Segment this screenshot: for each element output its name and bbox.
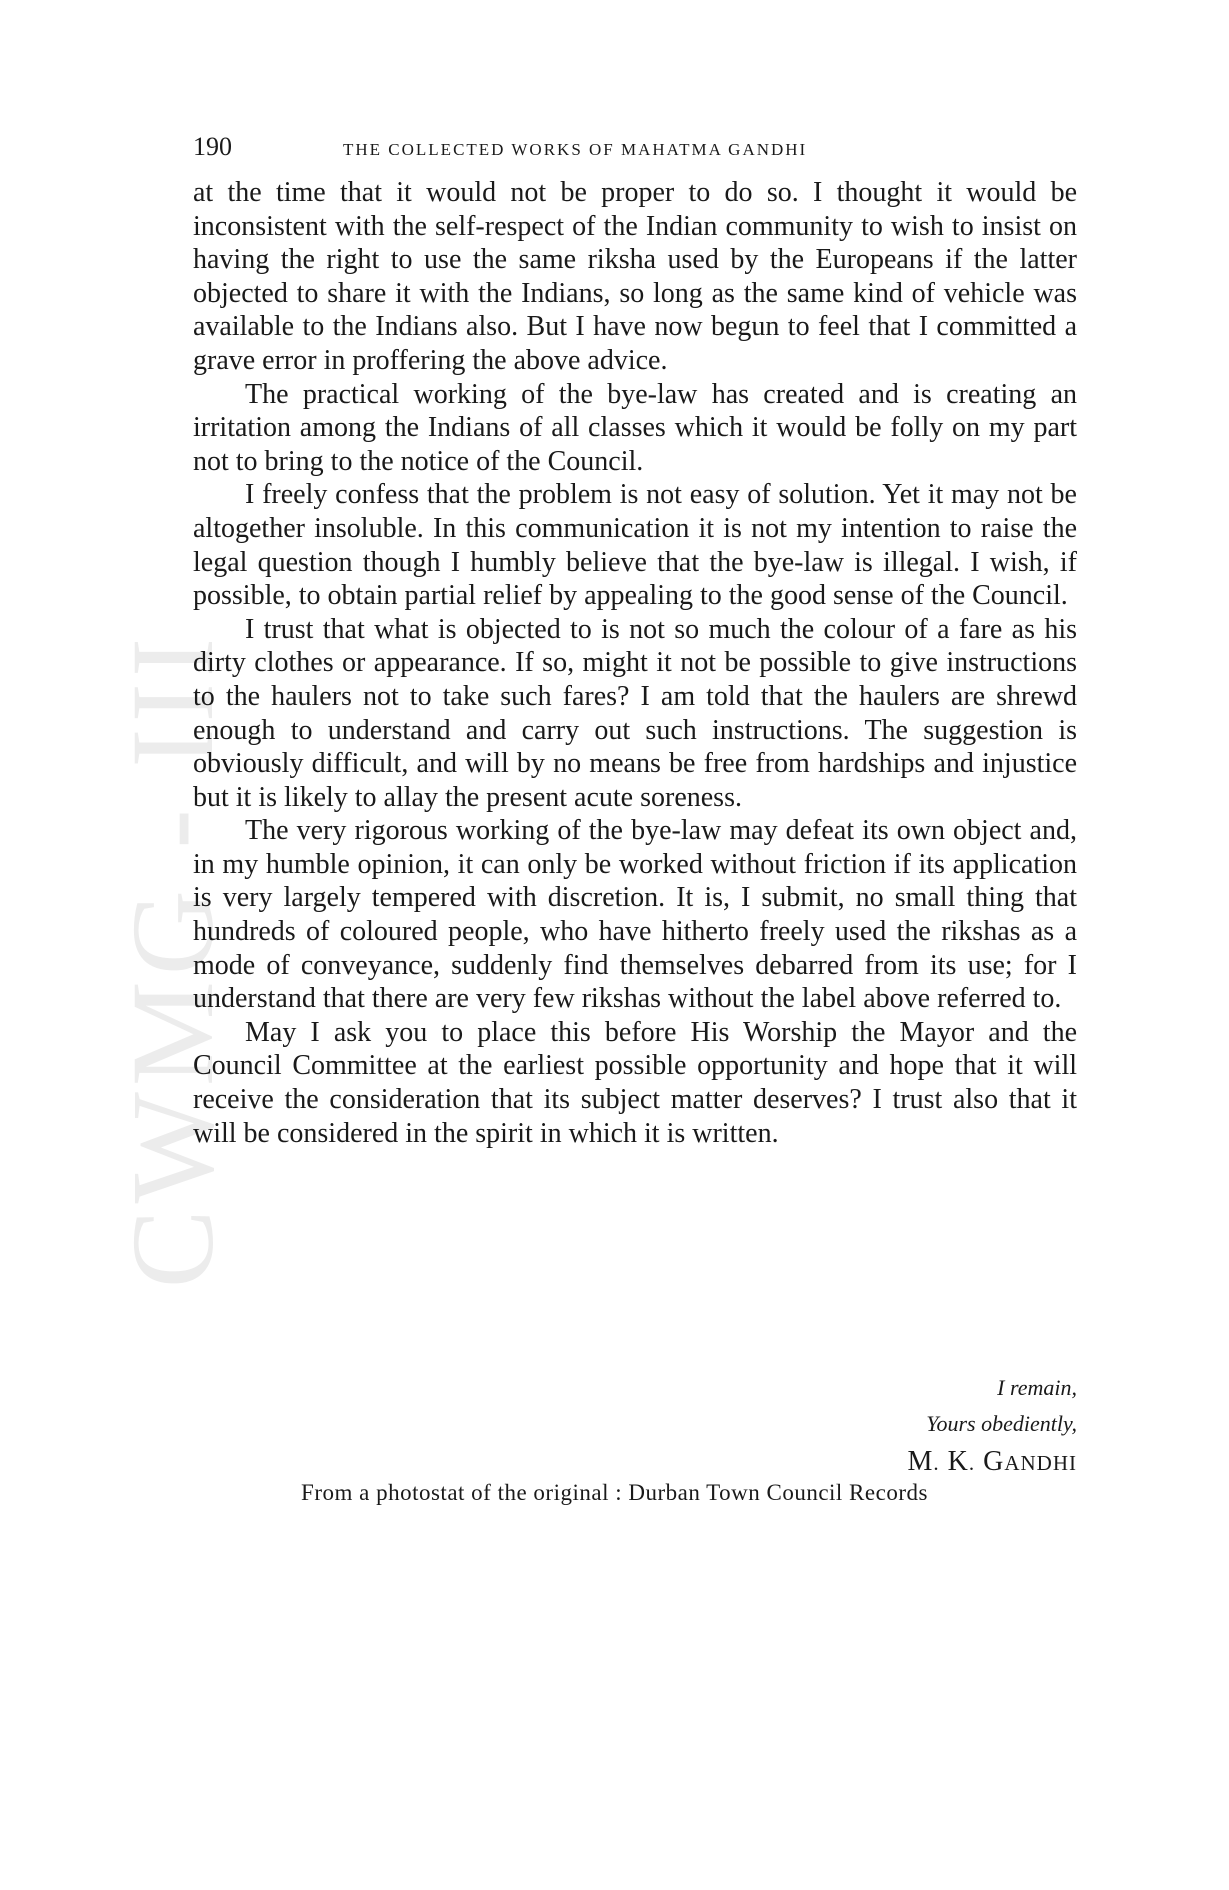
source-note: From a photostat of the original : Durban Town Council Records bbox=[301, 1480, 928, 1505]
paragraph-1: at the time that it would not be proper to do so. I thought it would be inconsistent with the self-respect of the Indian community to wish to insist on having the right to use the same riksha used by the Europeans if the latter objected to share it with the Indians, so long as the same kind of vehicle was available to the Indians also. But I have now begun to feel that I committed a grave error in proffering the above advice. bbox=[193, 177, 1077, 376]
page-number: 190 bbox=[193, 132, 232, 161]
signatory-name: M. K. GANDHI bbox=[907, 1446, 1077, 1477]
paragraph-3: I freely confess that the problem is not easy of solution. Yet it may not be altogether insoluble. In this communication it is not my intention to raise the legal question though I humbly believe that the bye-law is illegal. I wish, if possible, to obtain partial relief by appealing to the good sense of the Council. bbox=[193, 479, 1077, 612]
page-header bbox=[193, 132, 1083, 166]
closing-line-obediently: Yours obediently, bbox=[926, 1411, 1077, 1436]
letter-body bbox=[193, 176, 1077, 1150]
paragraph-6: May I ask you to place this before His Worship the Mayor and the Council Committee at the earliest possible opportunity and hope that it will receive the consideration that its subject matter deserves? I trust also that it will be considered in the spirit in which it is written. bbox=[193, 1016, 1077, 1149]
signature-block bbox=[907, 1370, 1077, 1483]
paragraph-5: The very rigorous working of the bye-law may defeat its own object and, in my humble opinion, it can only be worked without friction if its application is very largely tempered with discretion. It is, I submit, no small thing that hundreds of coloured people, who have hitherto freely used the rikshas as a mode of conveyance, suddenly find themselves debarred from its use; for I understand that there are very few rikshas without the label above referred to. bbox=[193, 815, 1077, 1015]
paragraph-2: The practical working of the bye-law has created and is creating an irritation among the Indians of all classes which it would be folly on my part not to bring to the notice of the Council. bbox=[193, 378, 1077, 477]
closing-line-remain: I remain, bbox=[997, 1375, 1077, 1400]
paragraph-4: I trust that what is objected to is not so much the colour of a fare as his dirty clothes or appearance. If so, might it not be possible to give instructions to the haulers not to take such fares? I am told that the haulers are shrewd enough to understand and carry out such instructions. The suggestion is obviously difficult, and will by no means be free from hardships and injustice but it is likely to allay the present acute soreness. bbox=[193, 613, 1077, 813]
watermark-text: CWMG - III bbox=[107, 631, 238, 1289]
running-title: THE COLLECTED WORKS OF MAHATMA GANDHI bbox=[343, 140, 808, 159]
